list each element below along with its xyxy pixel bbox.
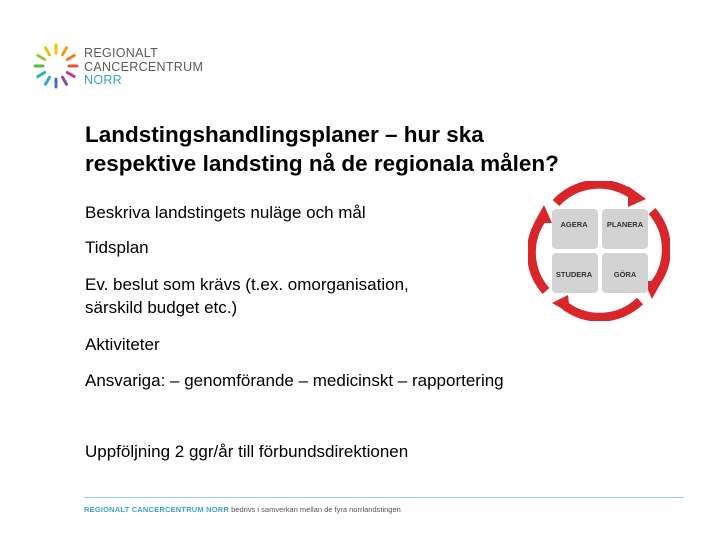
arrow-bottom [564, 301, 640, 317]
rcc-logo [32, 42, 202, 100]
cycle-label-studera: STUDERA [555, 270, 593, 279]
footer-brand: REGIONALT CANCERCENTRUM NORR [84, 505, 230, 514]
sunburst-logo-icon [32, 42, 80, 90]
title-line-2: respektive landsting nå de regionala målen? [85, 151, 559, 176]
title-line-1: Landstingshandlingsplaner – hur ska [85, 122, 484, 147]
footer-tagline: bedrivs i samverkan mellan de fyra norrlandstingen [231, 505, 401, 514]
cycle-label-agera: AGERA [560, 220, 588, 229]
cycle-label-gora: GÖRA [613, 270, 637, 279]
bullet-item: Uppföljning 2 ggr/år till förbundsdirektionen [85, 442, 409, 461]
bullet-item: Aktiviteter [85, 335, 160, 354]
logo-line-2: CANCERCENTRUM [84, 59, 204, 74]
arrow-left [531, 219, 546, 291]
pdsa-cycle-diagram [528, 181, 670, 321]
cycle-arrows [531, 184, 666, 317]
footer [84, 505, 401, 514]
bullet-item: Tidsplan [85, 238, 149, 257]
arrow-top [556, 184, 634, 203]
bullet-item: Ansvariga: – genomförande – medicinskt – rapportering [85, 371, 504, 390]
slide-title [85, 120, 695, 178]
arrow-heads [534, 186, 662, 313]
cycle-label-planera: PLANERA [606, 220, 644, 229]
arrow-right [652, 211, 666, 285]
logo-line-3: NORR [84, 73, 123, 87]
bullet-item: Beskriva landstingets nuläge och mål [85, 203, 366, 222]
bullet-item: Ev. beslut som krävs (t.ex. omorganisation, [85, 275, 409, 294]
bullet-item-continued: särskild budget etc.) [85, 298, 238, 317]
footer-divider [84, 497, 684, 498]
logo-line-1: REGIONALT [84, 46, 159, 60]
